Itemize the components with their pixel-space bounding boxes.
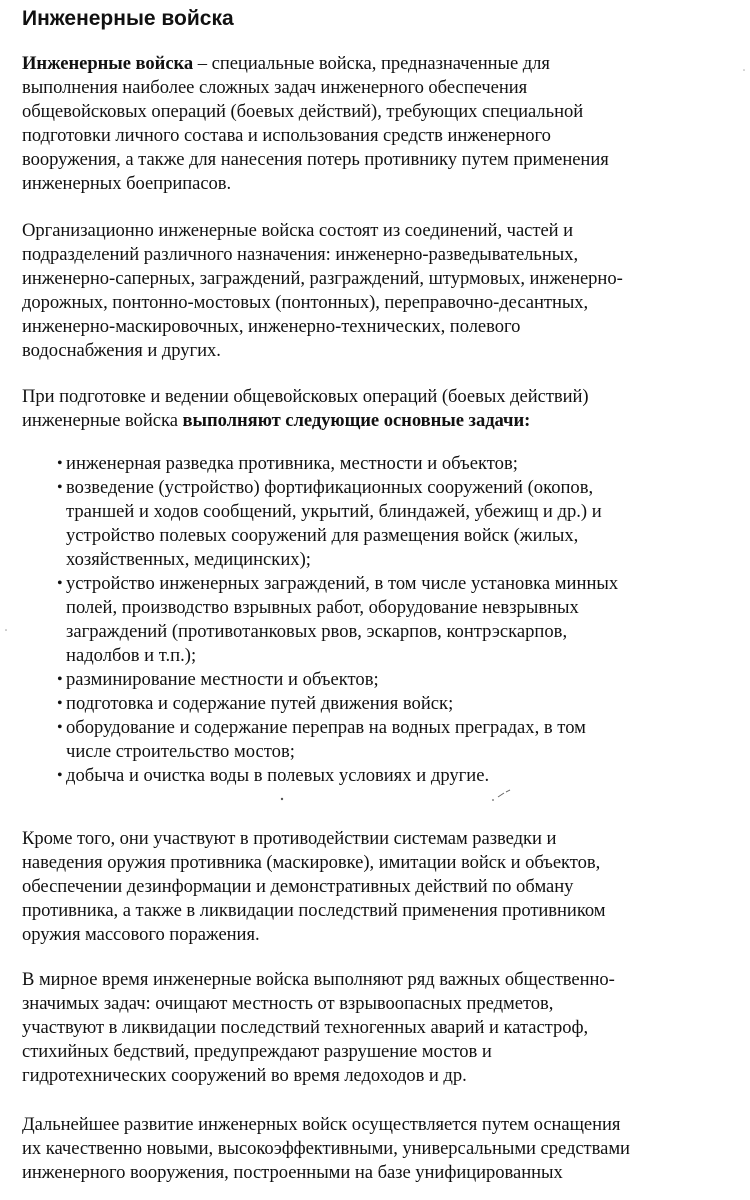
paragraph-development bbox=[22, 1113, 744, 1185]
page-title: Инженерные войска bbox=[22, 7, 234, 30]
paragraph-line: противника, а также в ликвидации последствий применения противником bbox=[22, 900, 606, 921]
paragraph-counteraction bbox=[22, 827, 744, 947]
paragraph-line: водоснабжения и других. bbox=[22, 340, 221, 361]
paragraph-line: инженерных боеприпасов. bbox=[22, 173, 232, 194]
bullet-icon: • bbox=[57, 479, 63, 496]
paragraph-line: общевойсковых операций (боевых действий), требующих специальной bbox=[22, 101, 584, 122]
paragraph-line: При подготовке и ведении общевойсковых операций (боевых действий) bbox=[22, 386, 589, 407]
list-item: • возведение (устройство) фортификационных сооружений (окопов, траншей и ходов сообщений, укрытий, блиндажей, убежищ и др.) и устройство полевых сооружений для размещения войск (жилых, хозяйственных, медицинских); bbox=[57, 477, 602, 570]
paragraph-line: оружия массового поражения. bbox=[22, 924, 260, 945]
paragraph-line: В мирное время инженерные войска выполняют ряд важных общественно- bbox=[22, 969, 615, 990]
paragraph-lead-term: Инженерные войска bbox=[22, 53, 194, 74]
list-item: • подготовка и содержание путей движения войск; bbox=[57, 693, 454, 714]
paragraph-line: – специальные войска, предназначенные для bbox=[193, 53, 550, 74]
paragraph-line: гидротехнических сооружений во время ледоходов и др. bbox=[22, 1065, 467, 1086]
scan-speck bbox=[492, 799, 494, 801]
bullet-icon: • bbox=[57, 695, 63, 712]
bullet-icon: • bbox=[57, 719, 63, 736]
scan-speck bbox=[498, 790, 510, 797]
paragraph-line: Кроме того, они участвуют в противодействии системам разведки и bbox=[22, 828, 557, 849]
paragraph-line: наведения оружия противника (маскировке), имитации войск и объектов, bbox=[22, 852, 601, 873]
paragraph-line: инженерно-маскировочных, инженерно-технических, полевого bbox=[22, 316, 521, 337]
paragraph-line: инженерно-саперных, заграждений, разграждений, штурмовых, инженерно- bbox=[22, 268, 623, 289]
list-item: • разминирование местности и объектов; bbox=[57, 669, 379, 690]
paragraph-line: Дальнейшее развитие инженерных войск осуществляется путем оснащения bbox=[22, 1114, 621, 1135]
bullet-icon: • bbox=[57, 767, 63, 784]
paragraph-line: вооружения, а также для нанесения потерь противнику путем применения bbox=[22, 149, 609, 170]
paragraph-line: обеспечении дезинформации и демонстративных действий по обману bbox=[22, 876, 574, 897]
paragraph-line: инженерного вооружения, построенными на базе унифицированных bbox=[22, 1162, 563, 1183]
paragraph-line: подразделений различного назначения: инженерно-разведывательных, bbox=[22, 244, 579, 265]
bullet-icon: • bbox=[57, 575, 63, 592]
paragraph-line: Организационно инженерные войска состоят из соединений, частей и bbox=[22, 220, 574, 241]
paragraph-organization bbox=[22, 219, 744, 363]
paragraph-line: стихийных бедствий, предупреждают разрушение мостов и bbox=[22, 1041, 492, 1062]
paragraph-definition bbox=[22, 52, 744, 196]
list-item: • оборудование и содержание переправ на водных преградах, в том числе строительство мостов; bbox=[57, 717, 586, 762]
scan-speck bbox=[281, 798, 283, 800]
paragraph-line: участвуют в ликвидации последствий техногенных аварий и катастроф, bbox=[22, 1017, 589, 1038]
list-item: • устройство инженерных заграждений, в том числе установка минных полей, производство взрывных работ, оборудование невзрывных заграждений (противотанковых рвов, эскарпов, контрэскарпов, надолбов и т.п.); bbox=[57, 573, 619, 666]
list-item: • инженерная разведка противника, местности и объектов; bbox=[57, 453, 518, 474]
paragraph-line: дорожных, понтонно-мостовых (понтонных), переправочно-десантных, bbox=[22, 292, 589, 313]
paragraph-tasks-intro bbox=[22, 385, 744, 433]
tasks-heading: выполняют следующие основные задачи: bbox=[182, 410, 531, 431]
paragraph-line: выполнения наиболее сложных задач инженерного обеспечения bbox=[22, 77, 528, 98]
paragraph-line: подготовки личного состава и использования средств инженерного bbox=[22, 125, 551, 146]
paragraph-line: их качественно новыми, высокоэффективными, универсальными средствами bbox=[22, 1138, 630, 1159]
paragraph-line: инженерные войска bbox=[22, 410, 183, 431]
list-item: • добыча и очистка воды в полевых условиях и другие. bbox=[57, 765, 490, 786]
bullet-icon: • bbox=[57, 671, 63, 688]
paragraph-peacetime bbox=[22, 968, 744, 1088]
bullet-icon: • bbox=[57, 455, 63, 472]
paragraph-line: значимых задач: очищают местность от взрывоопасных предметов, bbox=[22, 993, 554, 1014]
tasks-list bbox=[0, 452, 750, 788]
